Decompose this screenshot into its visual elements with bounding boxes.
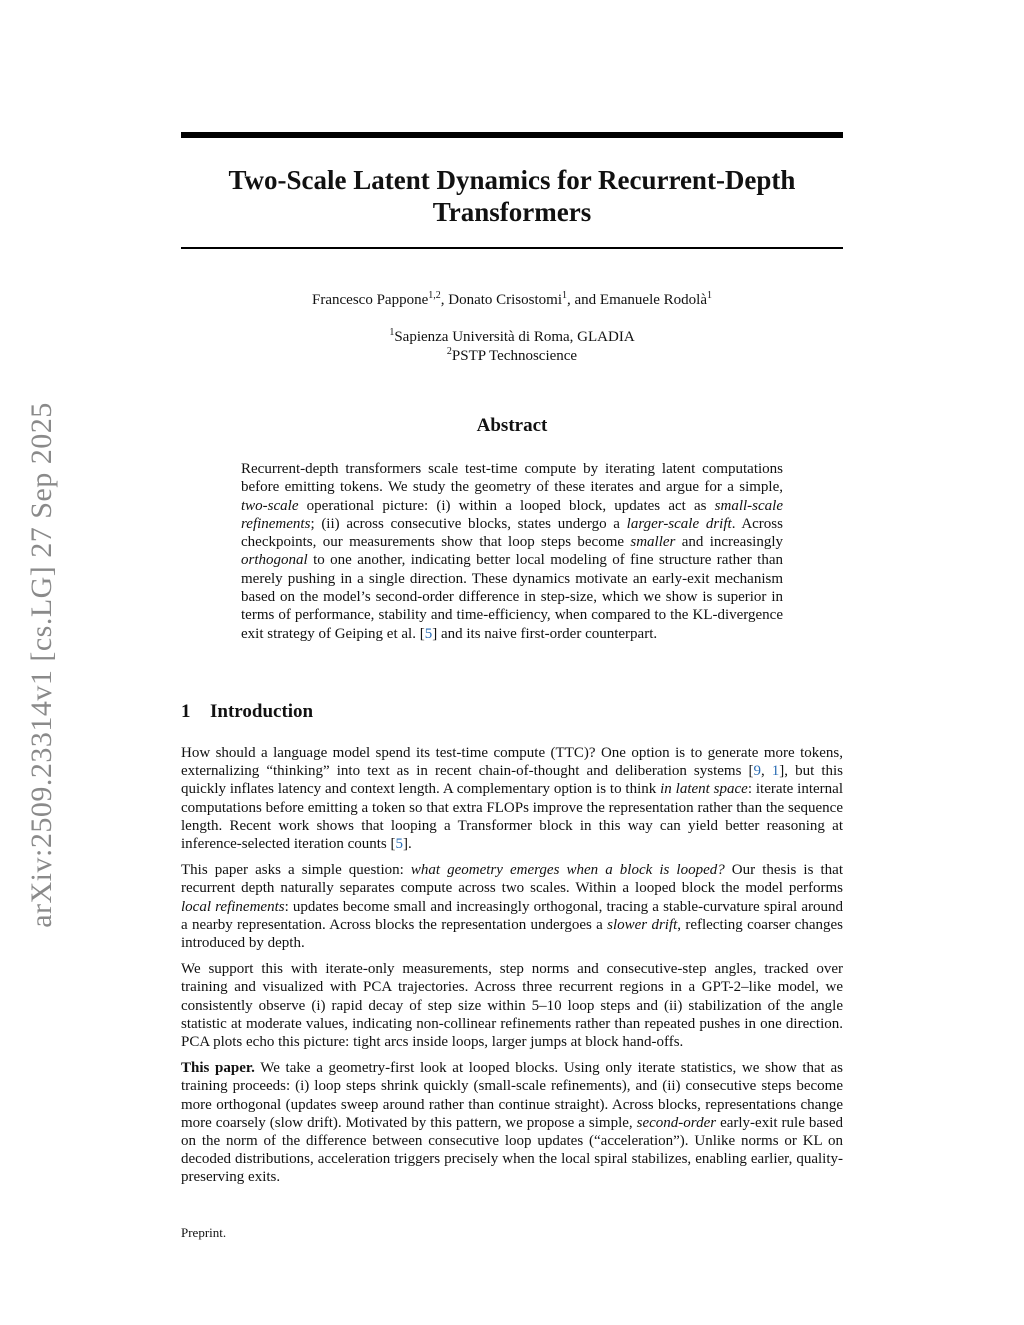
- paragraph: [181, 1059, 843, 1186]
- text-run: and increasingly: [675, 534, 783, 551]
- author: Francesco Pappone$^{1,2}$,: [312, 290, 449, 308]
- arxiv-stamp: arXiv:2509.23314v1 [cs.LG] 27 Sep 2025: [25, 402, 58, 928]
- title-bottom-rule: [181, 247, 843, 249]
- text-run: We take a geometry-first look at looped blocks. Using only iterate statistics, we show that as training proceeds: (i) loop steps shrink quickly (small-scale refinements), and (ii) consecutive steps become more orthogonal (updates sweep around rather than continue straight). Across blocks, representations change more coarsely (slow drift). Motivated by this pattern, we propose a simple,: [181, 1060, 843, 1131]
- text-run: Recurrent-depth transformers scale test-time compute by iterating latent computations before emitting tokens. We study the geometry of these iterates and argue for a simple,: [241, 461, 783, 496]
- text-run: smaller: [630, 534, 676, 551]
- text-run: We support this with iterate-only measurements, step norms and consecutive-step angles, tracked over training and visualized with PCA trajectories. Across three recurrent regions in a GPT-2–like model, we consistently observe (i) rapid decay of step size within 5–10 loop steps and (ii) stabilization of the angle statistic at moderate values, indicating non-collinear refinements rather than repeated pushes in one direction. PCA plots echo this picture: tight arcs inside loops, larger jumps at block hand-offs.: [181, 961, 843, 1051]
- section-title: Introduction: [210, 701, 314, 722]
- text-run: ] and its naive first-order counterpart.: [432, 625, 658, 642]
- text-run: operational picture: (i) within a looped block, updates act as: [298, 497, 715, 514]
- text-run: local refinements: [181, 898, 285, 915]
- citation-link[interactable]: 5: [424, 625, 433, 642]
- text-run: small-scale refinements: [241, 497, 783, 532]
- affiliation: $^2$PSTP Technoscience: [446, 346, 578, 364]
- abstract-heading: Abstract: [476, 415, 548, 436]
- author: Donato Crisostomi$^1$, and: [448, 290, 600, 308]
- text-run: ; (ii) across consecutive blocks, states undergo a: [310, 515, 627, 532]
- text-run: This paper asks a simple question:: [181, 862, 411, 879]
- text-run: : updates become small and increasingly orthogonal, tracing a stable-curvature spiral around a nearby representation. Across blocks the representation undergoes a: [181, 898, 843, 933]
- text-run: . Across checkpoints, our measurements show that loop steps become: [241, 515, 783, 551]
- text-run: How should a language model spend its test-time compute (TTC)? One option is to generate more tokens, externalizing “thinking” into text as in recent chain-of-thought and deliberation systems [: [181, 745, 843, 780]
- section-number: 1: [181, 701, 191, 722]
- text-run: slower drift: [607, 916, 678, 933]
- citation-link[interactable]: 5: [395, 836, 403, 853]
- paper-title: [181, 164, 843, 228]
- text-run: second-order: [636, 1114, 717, 1131]
- text-run: early-exit rule based on the norm of the difference between consecutive loop updates (“acceleration”). Unlike norms or KL on decoded distributions, acceleration triggers precisely when the local spiral stabilizes, enabling earlier, quality-preserving exits.: [181, 1114, 843, 1186]
- paragraph: [181, 861, 843, 952]
- text-run: two-scale: [241, 497, 299, 514]
- text-run: ,: [760, 763, 772, 780]
- text-run: , reflecting coarser changes introduced by depth.: [181, 916, 843, 952]
- paragraph: [181, 960, 843, 1051]
- text-run: to one another, indicating better local modeling of fine structure rather than merely pushing in a single direction. These dynamics motivate an early-exit mechanism based on the model’s second-order difference in step-size, which we show is superior in terms of performance, stability and time-efficiency, when compared to the KL-divergence exit strategy of Geiping et al. [: [241, 552, 783, 642]
- footer-note: Preprint.: [181, 1225, 227, 1240]
- text-run: in latent space: [660, 781, 748, 798]
- text-run: Our thesis is that recurrent depth naturally separates compute across two scales. Within a looped block the model performs: [181, 862, 843, 897]
- text-run: This paper.: [181, 1060, 255, 1077]
- introduction-body: [181, 744, 843, 1195]
- citation-link[interactable]: 1: [771, 763, 780, 780]
- affiliations: [181, 328, 843, 366]
- title-line: Transformers: [432, 197, 592, 227]
- paragraph: [241, 460, 783, 643]
- citation-link[interactable]: 9: [753, 763, 761, 780]
- text-run: : iterate internal computations before emitting a token so that extra FLOPs improve the representation rather than the sequence length. Recent work shows that looping a Transformer block in this way can yield better reasoning at inference-selected iteration counts [: [181, 781, 843, 853]
- author: Emanuele Rodolà$^1$: [599, 290, 712, 308]
- text-run: what geometry emerges when a block is looped?: [410, 862, 725, 879]
- section-heading: [181, 701, 313, 723]
- title-top-rule: [181, 132, 843, 138]
- authors: [181, 292, 843, 309]
- abstract-body: [241, 460, 783, 643]
- title-line: Two-Scale Latent Dynamics for Recurrent-Depth: [228, 165, 796, 195]
- affiliation: $^1$Sapienza Università di Roma, GLADIA: [389, 327, 635, 345]
- paragraph: [181, 744, 843, 853]
- text-run: larger-scale drift: [626, 515, 732, 532]
- text-run: ].: [402, 836, 412, 853]
- text-run: ], but this quickly inflates latency and context length. A complementary option is to think: [181, 763, 843, 798]
- text-run: orthogonal: [241, 552, 308, 569]
